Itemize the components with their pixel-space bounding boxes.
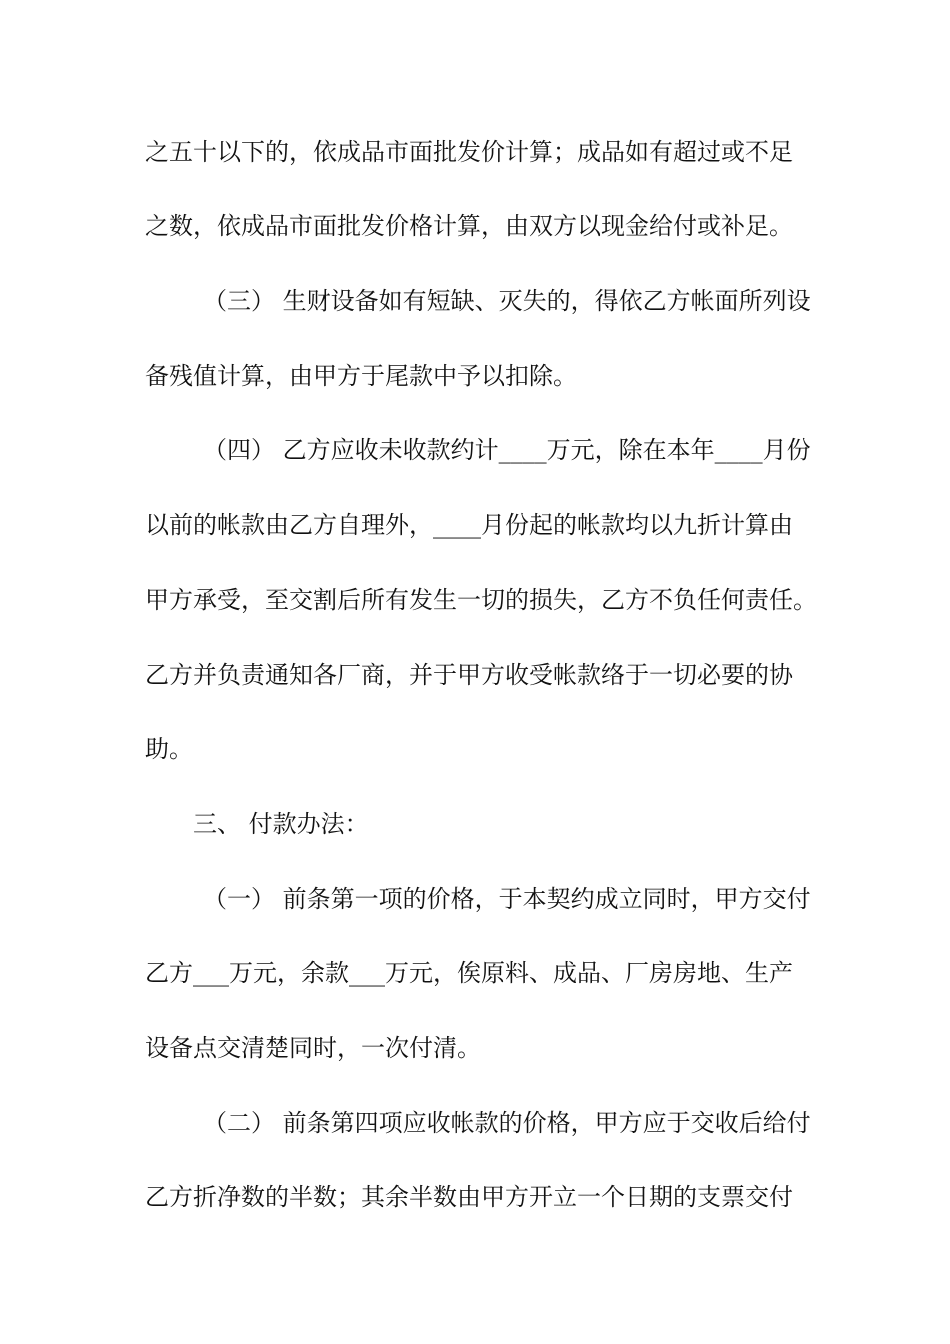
text-line: 甲方承受，至交割后所有发生一切的损失，乙方不负任何责任。 — [145, 586, 817, 614]
text-line: （一） 前条第一项的价格，于本契约成立同时，甲方交付 — [203, 885, 811, 913]
text-line: 之数，依成品市面批发价格计算，由双方以现金给付或补足。 — [145, 212, 793, 240]
text-line: 之五十以下的，依成品市面批发价计算；成品如有超过或不足 — [145, 138, 793, 166]
section-heading: 三、 付款办法： — [193, 810, 369, 838]
text-line: 乙方___万元，余款___万元，俟原料、成品、厂房房地、生产 — [145, 959, 793, 987]
text-line: （三） 生财设备如有短缺、灭失的，得依乙方帐面所列设 — [203, 287, 811, 315]
text-line: 设备点交清楚同时，一次付清。 — [145, 1034, 481, 1062]
text-line: 备残值计算，由甲方于尾款中予以扣除。 — [145, 362, 577, 390]
text-line: 乙方并负责通知各厂商，并于甲方收受帐款络于一切必要的协 — [145, 661, 793, 689]
text-line: （四） 乙方应收未收款约计____万元，除在本年____月份 — [203, 436, 811, 464]
text-line: （二） 前条第四项应收帐款的价格，甲方应于交收后给付 — [203, 1109, 811, 1137]
text-line: 以前的帐款由乙方自理外，____月份起的帐款均以九折计算由 — [145, 511, 793, 539]
text-line: 助。 — [145, 735, 193, 763]
text-line: 乙方折净数的半数；其余半数由甲方开立一个日期的支票交付 — [145, 1183, 793, 1211]
